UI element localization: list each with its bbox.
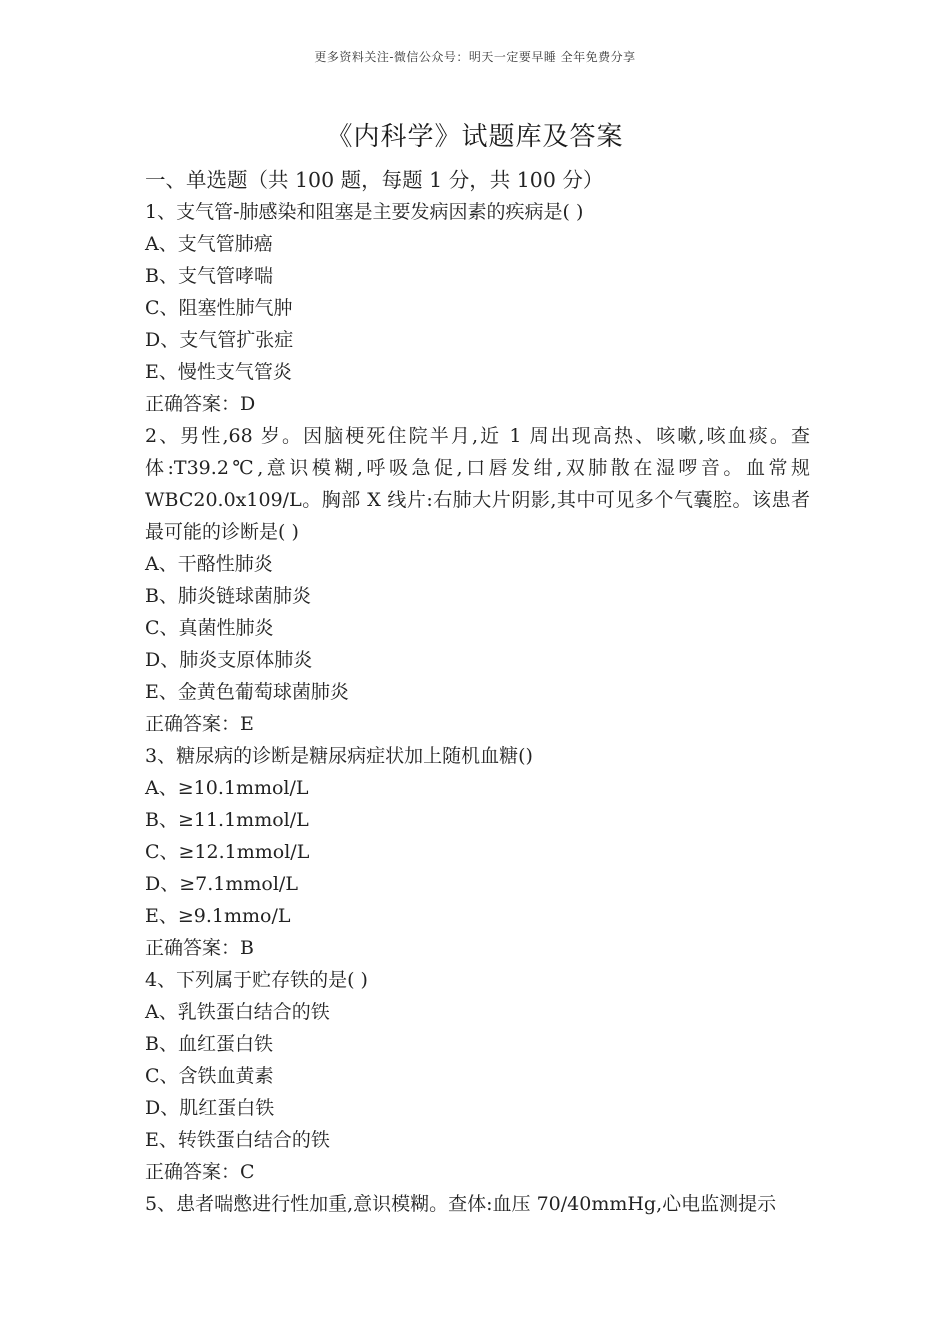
option-b: B、≥11.1mmol/L bbox=[145, 809, 309, 831]
option-a: A、干酪性肺炎 bbox=[145, 553, 273, 575]
option-e: E、转铁蛋白结合的铁 bbox=[145, 1129, 330, 1151]
correct-answer: 正确答案：C bbox=[145, 1161, 255, 1183]
option-a: A、支气管肺癌 bbox=[145, 233, 273, 255]
option-e: E、≥9.1mmo/L bbox=[145, 905, 291, 927]
correct-answer: 正确答案：B bbox=[145, 937, 254, 959]
question-stem: 1、支气管-肺感染和阻塞是主要发病因素的疾病是( ) bbox=[145, 201, 584, 223]
option-d: D、支气管扩张症 bbox=[145, 329, 294, 351]
correct-answer: 正确答案：E bbox=[145, 713, 254, 735]
page-header: 更多资料关注-微信公众号：明天一定要早睡 全年免费分享 bbox=[314, 50, 636, 64]
question-1 bbox=[145, 196, 810, 420]
section-heading: 一、单选题（共 100 题，每题 1 分，共 100 分） bbox=[145, 168, 604, 192]
question-2 bbox=[145, 420, 810, 740]
option-a: A、乳铁蛋白结合的铁 bbox=[145, 1001, 330, 1023]
option-c: C、真菌性肺炎 bbox=[145, 617, 274, 639]
option-e: E、金黄色葡萄球菌肺炎 bbox=[145, 681, 349, 703]
option-c: C、≥12.1mmol/L bbox=[145, 841, 310, 863]
question-4 bbox=[145, 964, 810, 1188]
option-a: A、≥10.1mmol/L bbox=[145, 777, 309, 799]
option-d: D、肌红蛋白铁 bbox=[145, 1097, 275, 1119]
option-d: D、肺炎支原体肺炎 bbox=[145, 649, 313, 671]
question-5 bbox=[145, 1188, 810, 1220]
option-c: C、含铁血黄素 bbox=[145, 1065, 274, 1087]
question-stem: 4、下列属于贮存铁的是( ) bbox=[145, 969, 368, 991]
option-b: B、支气管哮喘 bbox=[145, 265, 273, 287]
option-e: E、慢性支气管炎 bbox=[145, 361, 292, 383]
option-b: B、肺炎链球菌肺炎 bbox=[145, 585, 311, 607]
question-stem: 5、患者喘憋进行性加重,意识模糊。查体:血压 70/40mmHg,心电监测提示 bbox=[145, 1193, 777, 1215]
document-body bbox=[145, 164, 810, 1220]
option-c: C、阻塞性肺气肿 bbox=[145, 297, 293, 319]
question-stem: 2、男性,68 岁。因脑梗死住院半月,近 1 周出现高热、咳嗽,咳血痰。查体:T39.2℃,意识模糊,呼吸急促,口唇发绀,双肺散在湿啰音。血常规 WBC20.0x109/L。胸部 X 线片:右肺大片阴影,其中可见多个气囊腔。该患者最可能的诊断是( ) bbox=[145, 425, 810, 543]
correct-answer: 正确答案：D bbox=[145, 393, 256, 415]
option-d: D、≥7.1mmol/L bbox=[145, 873, 298, 895]
question-3 bbox=[145, 740, 810, 964]
question-stem: 3、糖尿病的诊断是糖尿病症状加上随机血糖() bbox=[145, 745, 533, 767]
document-title: 《内科学》试题库及答案 bbox=[326, 122, 624, 152]
option-b: B、血红蛋白铁 bbox=[145, 1033, 273, 1055]
